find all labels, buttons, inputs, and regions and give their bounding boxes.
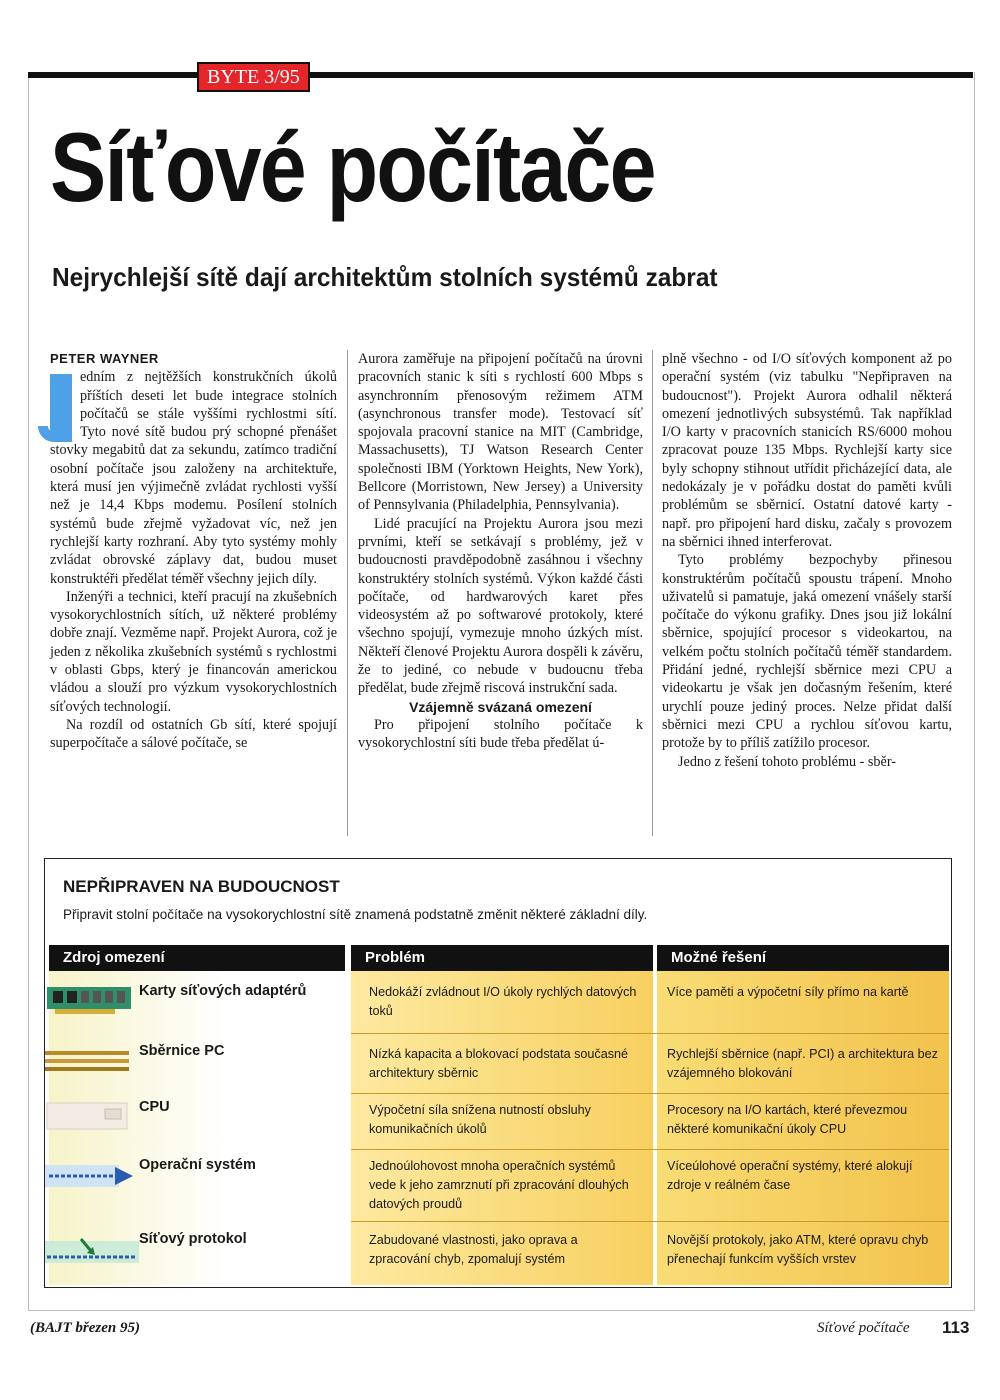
source-name: Síťový protokol (139, 1231, 247, 1247)
paragraph: Pro připojení stolního počítače k vysokorychlostní síti bude třeba předělat ú- (358, 716, 643, 752)
table-row (45, 1033, 951, 1093)
problem-text: Jednoúlohovost mnoha operačních systémů vede k jeho zamrznutí při zpracování dlouhých datových proudů (369, 1159, 629, 1211)
bus-icon (45, 1047, 131, 1077)
paragraph: Inženýři a technici, kteří pracují na zkušebních vysokorychlostních sítích, už některé problémy dobře znají. Vezměme např. Projekt Aurora, což je jeden z několika zkušebních systémů s rychlostmi v oblasti Gbps, který je financován americkou vládou a slouží pro výzkum vysokorychlostních síťových technologií. (50, 588, 337, 715)
paragraph: Tyto problémy bezpochyby přinesou konstruktérům počítačů spoustu trápení. Mnoho uživatelů si pamatuje, jaká omezení vnášely starší počítače do výkonu grafiky. Dnes jsou již lokální sběrnice, spojující procesor s videokartou, na velkém počtu stolních počítačů téměř standardem. Přidání jedné, rychlejší sběrnice mezi CPU a videokartu je však jen dočasným řešením, které urychlí pouze jediný proces. Nelze přidat další sběrnici mezi CPU a rychlou síťovou kartu, protože by to příliš zatížilo procesor. (662, 552, 952, 752)
paragraph: edním z nejtěžších konstrukčních úkolů příštích deseti let bude integrace stolních počítačů se stále vyššími rychlostmi sítí. Tyto nové sítě budou prý schopné přenášet stovky megabitů dat za sekundu, zatímco tradiční osobní počítače jsou založeny na architektuře, která musí jen výjimečně zvládat rychlosti vyšší než je 14,4 Kbps modemu. Posílení stolních systémů bude zřejmě vyžadovat víc, než jen rychlejší karty rozhraní. Aby tyto systémy mohly zvládat obrovské záplavy dat, budou muset konstruktéři předělat téměř všechny jejich díly. (50, 369, 337, 587)
dropcap-letter (50, 374, 72, 438)
paragraph: Na rozdíl od ostatních Gb sítí, které spojují superpočítače a sálové počítače, se (50, 716, 337, 752)
article-subtitle: Nejrychlejší sítě dají architektům stolních systémů zabrat (52, 262, 718, 292)
column-1 (50, 350, 337, 753)
header-rule (28, 72, 973, 78)
problem-text: Zabudované vlastnosti, jako oprava a zpracování chyb, zpomalují systém (369, 1233, 578, 1266)
footer-section: Síťové počítače (817, 1320, 910, 1336)
paragraph: Lidé pracující na Projektu Aurora jsou mezi prvními, kteří se setkávají s problémy, jež v budoucnosti pravděpodobně zasáhnou i všechny konstruktéry stolních systémů. Výkon každé části počítače, od hardwarových karet přes videosystém až po softwarové protokoly, které všechno spojují, vymezuje mnoho úzkých míst. Někteří členové Projektu Aurora dospěli k závěru, že to jediné, co nebude v budoucnu třeba předělat, bude zřejmě riscová instrukční sada. (358, 515, 643, 697)
problem-text: Výpočetní síla snížena nutností obsluhy komunikačních úkolů (369, 1103, 591, 1136)
column-3 (662, 350, 952, 771)
table-row (45, 1093, 951, 1149)
article-title: Síťové počítače (50, 112, 655, 222)
footer-source: (BAJT březen 95) (30, 1320, 140, 1336)
source-name: Sběrnice PC (139, 1043, 225, 1059)
solution-text: Procesory na I/O kartách, které převezmou některé komunikační úkoly CPU (667, 1103, 908, 1136)
issue-tag: BYTE 3/95 (197, 62, 310, 92)
header-problem: Problém (351, 945, 653, 971)
source-name: Operační systém (139, 1157, 256, 1173)
paragraph: Aurora zaměřuje na připojení počítačů na úrovni pracovních stanic k síti s rychlostí 600 Mbps s asynchronním přenosovým režimem ATM (asynchronous transfer mode). Testovací síť spojovala pracovní stanice na MIT (Cambridge, Massachusetts), TJ Watson Research Center společnosti IBM (Yorktown Heights, New York), Bellcore (Morristown, New Jersey) a University of Pennsylvania (Philadelphia, Pennsylvania). (358, 351, 643, 514)
column-2 (358, 350, 643, 753)
header-solution: Možné řešení (657, 945, 949, 971)
solution-text: Víceúlohové operační systémy, které alokují zdroje v reálném čase (667, 1159, 913, 1192)
table-row (45, 1221, 951, 1285)
packet-icon (45, 1237, 141, 1267)
network-card-icon (45, 983, 131, 1017)
author: PETER WAYNER (50, 351, 159, 366)
column-divider (652, 350, 653, 836)
problem-text: Nízká kapacita a blokovací podstata současné architektury sběrnic (369, 1047, 629, 1080)
paragraph: Jedno z řešení tohoto problému - sběr- (678, 753, 896, 770)
solution-text: Novější protokoly, jako ATM, které opravu chyb přenechají funkcím vyšších vrstev (667, 1233, 929, 1266)
solution-text: Více paměti a výpočetní síly přímo na kartě (667, 985, 909, 999)
table-row (45, 971, 951, 1033)
section-heading: Vzájemně svázaná omezení (409, 698, 592, 715)
solution-text: Rychlejší sběrnice (např. PCI) a architektura bez vzájemného blokování (667, 1047, 938, 1080)
header-source: Zdroj omezení (49, 945, 345, 971)
table-title: NEPŘIPRAVEN NA BUDOUCNOST (63, 877, 340, 896)
cpu-box-icon (45, 1099, 131, 1133)
table-intro: Připravit stolní počítače na vysokorychlostní sítě znamená podstatně změnit některé základní díly. (63, 907, 648, 922)
source-name: CPU (139, 1099, 170, 1115)
page-number: 113 (942, 1318, 970, 1337)
problem-text: Nedokáží zvládnout I/O úkoly rychlých datových toků (369, 985, 637, 1018)
source-name: Karty síťových adaptérů (139, 983, 307, 999)
arrow-stream-icon (45, 1161, 135, 1191)
column-divider (347, 350, 348, 836)
paragraph: plně všechno - od I/O síťových komponent až po operační systém (viz tabulku "Nepřipraven na budoucnost"). Projekt Aurora odhalil některá omezení jednotlivých subsystémů. Tak například I/O karty v pracovních stanicích RS/6000 mohou zpracovat pouze 135 Mbps. Rychlejší karty sice byly schopny stihnout utřídit přicházející data, ale nedokázaly je v pořádku dostat do paměti kvůli problémům se sběrnicí. Ostatní datové karty - např. pro připojení hard disku, začaly s provozem na sběrnici ihned interferovat. (662, 351, 952, 550)
sidebar-table (44, 858, 952, 1288)
table-row (45, 1149, 951, 1215)
